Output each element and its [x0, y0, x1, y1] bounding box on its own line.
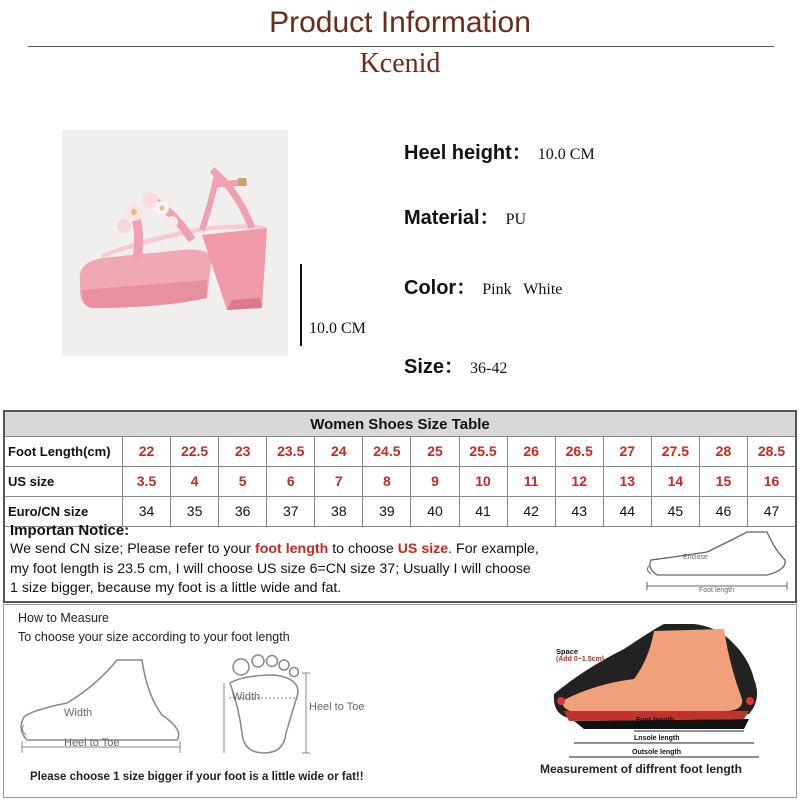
- spec-label: Color：: [404, 277, 477, 299]
- shoe-cross-section-icon: [544, 619, 784, 769]
- title-divider: [28, 46, 774, 47]
- measure-subtitle: To choose your size according to your foot length: [18, 630, 290, 644]
- spec-value: 36-42: [470, 360, 508, 377]
- size-cell: 46: [699, 497, 747, 526]
- spec-label: Heel height：: [404, 142, 532, 164]
- size-cell: 15: [699, 467, 747, 496]
- size-cell: 27.5: [651, 437, 699, 466]
- insole-length-label: Lnsole length: [634, 735, 680, 742]
- size-cell: 23.5: [266, 437, 314, 466]
- width-label: Width: [232, 691, 261, 703]
- spec-label: Material：: [404, 207, 500, 229]
- notice-highlight: foot length: [254, 541, 329, 557]
- size-cell: 13: [603, 467, 651, 496]
- space-range-label: (Add 0~1.5cm): [556, 656, 605, 663]
- notice-title: Importan Notice:: [10, 522, 130, 539]
- size-cell: 16: [747, 467, 795, 496]
- size-cell: 27: [603, 437, 651, 466]
- size-cell: 40: [410, 497, 458, 526]
- how-to-measure-panel: [3, 604, 797, 798]
- size-cell: 43: [555, 497, 603, 526]
- size-cell: 23: [218, 437, 266, 466]
- size-cell: 25.5: [459, 437, 507, 466]
- size-cell: 36: [218, 497, 266, 526]
- measure-caption: Measurement of diffrent foot length: [540, 762, 742, 776]
- row-label: US size: [8, 474, 55, 489]
- width-label: Width: [64, 707, 93, 719]
- size-cell: 28.5: [747, 437, 795, 466]
- spec-value: 10.0 CM: [537, 146, 595, 163]
- size-cell: 44: [603, 497, 651, 526]
- product-photo: [62, 130, 288, 356]
- size-cell: 10: [459, 467, 507, 496]
- notice-text-part: to choose: [328, 541, 398, 557]
- spec-material: [404, 201, 526, 230]
- notice-line: 1 size bigger, because my foot is a little wide and fat.: [10, 580, 342, 596]
- size-cell: 26.5: [555, 437, 603, 466]
- heel-to-toe-label: Heel to Toe: [309, 701, 365, 713]
- size-cell: 6: [266, 467, 314, 496]
- row-foot-length: [5, 437, 795, 467]
- notice-highlight: US size: [397, 541, 449, 557]
- brand-name: Kcenid: [359, 48, 441, 79]
- size-cell: 37: [266, 497, 314, 526]
- spec-color: [404, 271, 562, 300]
- row-label: Foot Length(cm): [8, 444, 111, 459]
- size-cell: 25: [410, 437, 458, 466]
- size-cell: 11: [507, 467, 555, 496]
- size-cell: 9: [410, 467, 458, 496]
- size-cell: 42: [507, 497, 555, 526]
- size-cell: 8: [362, 467, 410, 496]
- size-cell: 35: [170, 497, 218, 526]
- size-cell: 12: [555, 467, 603, 496]
- top-foot-icon: [214, 653, 324, 763]
- size-cell: 24.5: [362, 437, 410, 466]
- spec-heel-height: [404, 136, 595, 165]
- size-cell: 22.5: [170, 437, 218, 466]
- foot-outline-icon: [637, 530, 793, 600]
- measure-footer-note: Please choose 1 size bigger if your foot is a little wide or fat!!: [30, 771, 364, 783]
- size-cell: 28: [699, 437, 747, 466]
- enclose-label: Enclose: [683, 554, 708, 561]
- spec-size: [404, 350, 507, 379]
- size-cell: 34: [122, 497, 170, 526]
- spec-value: PU: [505, 211, 527, 228]
- size-cell: 3.5: [122, 467, 170, 496]
- notice-text: [10, 540, 635, 599]
- size-cell: 26: [507, 437, 555, 466]
- measure-title: How to Measure: [18, 611, 110, 625]
- heel-height-line: [300, 264, 302, 346]
- size-cell: 5: [218, 467, 266, 496]
- size-cell: 4: [170, 467, 218, 496]
- size-cell: 14: [651, 467, 699, 496]
- space-label: Space: [556, 647, 579, 656]
- row-label: Euro/CN size: [8, 504, 89, 519]
- size-cell: 45: [651, 497, 699, 526]
- size-cell: 41: [459, 497, 507, 526]
- notice-line: my foot length is 23.5 cm, I will choose US size 6=CN size 37; Usually I will choose: [10, 560, 531, 577]
- notice-text-part: . For example,: [448, 541, 539, 557]
- size-cell: 7: [314, 467, 362, 496]
- heel-to-toe-label: Heel to Toe: [64, 737, 120, 749]
- size-table-title: Women Shoes Size Table: [5, 412, 795, 437]
- heel-height-label: 10.0 CM: [309, 320, 366, 337]
- foot-length-label: Foot length: [636, 717, 675, 724]
- size-table: [3, 410, 797, 603]
- spec-value: Pink White: [482, 281, 563, 298]
- notice-text-part: We send CN size; Please refer to your: [10, 541, 255, 557]
- outsole-length-label: Outsole length: [632, 749, 681, 756]
- size-cell: 24: [314, 437, 362, 466]
- size-cell: 38: [314, 497, 362, 526]
- size-cell: 39: [362, 497, 410, 526]
- row-us-size: [5, 467, 795, 497]
- page-title: Product Information: [269, 6, 531, 39]
- spec-label: Size：: [404, 356, 465, 378]
- size-cell: 22: [122, 437, 170, 466]
- size-cell: 47: [747, 497, 795, 526]
- pink-sandal-illustration: [62, 130, 288, 356]
- foot-length-label: Foot length: [699, 587, 735, 594]
